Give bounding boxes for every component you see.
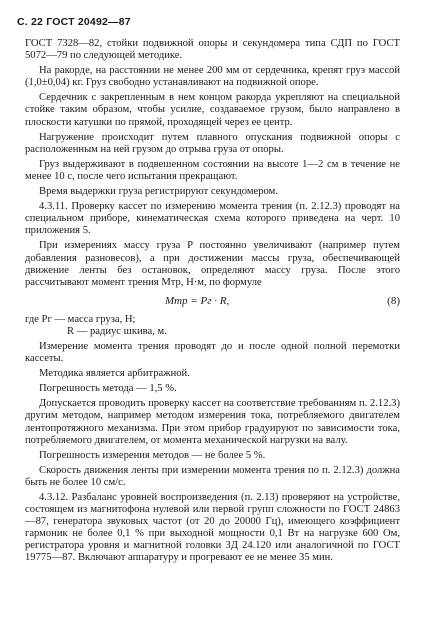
paragraph: Погрешность измерения методов — не более 5 %. (39, 449, 266, 461)
formula-expression: Mтр = Pг · R, (165, 294, 230, 307)
paragraph: Нагружение происходит путем плавного опускания подвижной опоры с расположенным на ней грузом до отрыва груза от опоры. (25, 131, 400, 155)
paragraph: Время выдержки груза регистрируют секундомером. (39, 186, 278, 198)
section-4-3-12-paragraph: 4.3.12. Разбаланс уровней воспроизведения (п. 2.13) проверяют на устройстве, состоящем из магнитофона нулевой или первой групп сложности по ГОСТ 24863—87, генератора звуковых частот (от 20 до 20000 Гц), имеющего коэффициент гармоник не более 0,1 % при выходной мощности 0,1 Вт на нагрузке 600 Ом, регистратора уровня и магнитной головки 3Д 24.120 или аналогичной по ГОСТ 19775—87. Включают аппаратуру и прогревают ее не менее 35 мин. (25, 492, 400, 564)
paragraph: Скорость движения ленты при измерении момента трения по п. 2.12.3) должна быть не более 10 см/с. (25, 464, 400, 488)
paragraph: Измерение момента трения проводят до и после одной полной перемотки кассеты. (25, 340, 400, 365)
where-line-1: где Pг — масса груза, Н; (25, 313, 136, 325)
paragraph: При измерениях массу груза P постоянно увеличивают (например путем добавления разновесов), а при достижении массы груза, обеспечивающей движение ленты без остановок, определяют массу груза. После этого рассчитывают момент трения Mтр, Н·м, по формуле (25, 240, 400, 288)
document-body (25, 38, 400, 565)
paragraph: Погрешность метода — 1,5 %. (39, 383, 177, 395)
paragraph: Методика является арбитражной. (39, 368, 190, 380)
paragraph: ГОСТ 7328—82, стойки подвижной опоры и секундомера типа СДП по ГОСТ 5072—79 по следующей методике. (25, 38, 400, 62)
section-4-3-11-paragraph: 4.3.11. Проверку кассет по измерению момента трения (п. 2.12.3) проводят на специальном приборе, кинематическая схема которого приведена на черт. 10 приложения 5. (25, 201, 400, 237)
where-line-2: R — радиус шкива, м. (67, 325, 167, 337)
paragraph: Груз выдерживают в подвешенном состоянии на высоте 1—2 см в течение не менее 10 с, после чего испытания прекращают. (25, 158, 400, 182)
paragraph: На ракорде, на расстоянии не менее 200 мм от сердечника, крепят груз массой (1,0±0,04) кг. Груз свободно устанавливают на подвижной опоре. (25, 65, 400, 89)
paragraph: Допускается проводить проверку кассет на соответствие требованиям п. 2.12.3) другим методом, например методом измерения тока, потребляемого двигателем лентопротяжного механизма. При этом прибор градуируют по зависимости тока, потребляемого двигателем, от момента механической нагрузки на валу. (25, 398, 400, 446)
paragraph: Сердечник с закрепленным в нем концом ракорда укрепляют на специальной стойке таким образом, чтобы усилие, создаваемое грузом, было направлено в плоскости катушки по прямой, проходящей через ее центр. (25, 92, 400, 128)
page-header: С. 22 ГОСТ 20492—87 (17, 16, 131, 28)
formula-number: (8) (387, 294, 400, 307)
formula-8 (25, 295, 400, 309)
